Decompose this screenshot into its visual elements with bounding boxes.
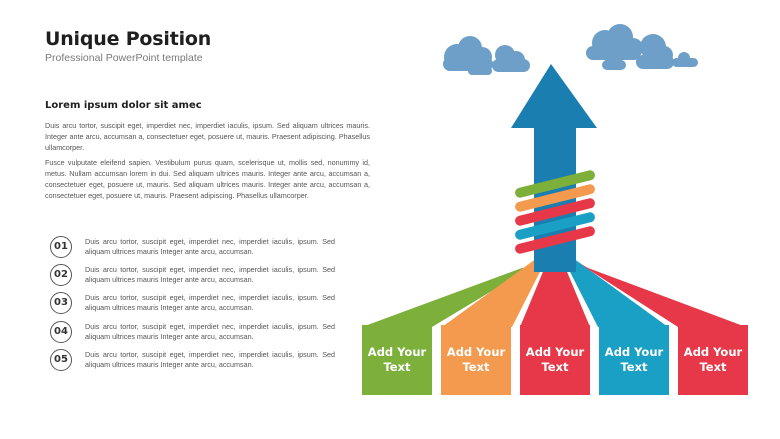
text-box-1: Add Your Text <box>362 325 432 395</box>
text-box-3: Add Your Text <box>520 325 590 395</box>
text-box-5: Add Your Text <box>678 325 748 395</box>
cloud-right-middle <box>636 34 674 69</box>
page-title: Unique Position <box>45 28 212 50</box>
number-badge: 02 <box>50 264 72 286</box>
number-badge: 05 <box>50 349 72 371</box>
list-item-text: Duis arcu tortor, suscipit eget, imperdiet nec, imperdiet iaculis, ipsum. Sed aliquam ultrices mauris Integer ante arcu, accumsan. <box>85 237 335 256</box>
list-item-text: Duis arcu tortor, suscipit eget, imperdiet nec, imperdiet iaculis, ipsum. Sed aliquam ultrices mauris Integer ante arcu, accumsan. <box>85 350 335 369</box>
wrap-bands <box>514 169 596 255</box>
cloud-left <box>443 36 493 71</box>
number-badge: 01 <box>50 236 72 258</box>
content-heading: Lorem ipsum dolor sit amec <box>45 100 202 111</box>
paragraph-1: Duis arcu tortor, suscipit eget, imperdiet nec, imperdiet iaculis, ipsum. Sed aliquam ultrices mauris. Integer ante arcu, accumsan a, consectetuer eget, posuere ut, mauris. Praesent adipiscing. Phasellus ullamcorper. <box>45 121 370 152</box>
paragraph-2: Fusce vulputate eleifend sapien. Vestibulum purus quam, scelerisque ut, mollis sed, nonummy id, metus. Nullam accumsan lorem in dui. Sed aliquam ultrices mauris. Integer ante arcu, accumsan a, consectetuer eget, posuere ut, mauris. Sed aliquam ultrices mauris. Integer ante arcu, accumsan a, consectetuer eget, posuere ut, mauris. Praesent adipiscing. Phasellus ullamcorper. <box>45 158 370 200</box>
clouds-icon <box>443 24 698 75</box>
page-subtitle: Professional PowerPoint template <box>45 52 203 64</box>
list-item-text: Duis arcu tortor, suscipit eget, imperdiet nec, imperdiet iaculis, ipsum. Sed aliquam ultrices mauris Integer ante arcu, accumsan. <box>85 293 335 312</box>
number-badge: 04 <box>50 321 72 343</box>
number-badge: 03 <box>50 292 72 314</box>
text-box-2: Add Your Text <box>441 325 511 395</box>
text-box-4: Add Your Text <box>599 325 669 395</box>
list-item-text: Duis arcu tortor, suscipit eget, imperdiet nec, imperdiet iaculis, ipsum. Sed aliquam ultrices mauris Integer ante arcu, accumsan. <box>85 265 335 284</box>
cloud-left-small <box>492 45 530 72</box>
list-item-text: Duis arcu tortor, suscipit eget, imperdiet nec, imperdiet iaculis, ipsum. Sed aliquam ultrices mauris Integer ante arcu, accumsan. <box>85 322 335 341</box>
